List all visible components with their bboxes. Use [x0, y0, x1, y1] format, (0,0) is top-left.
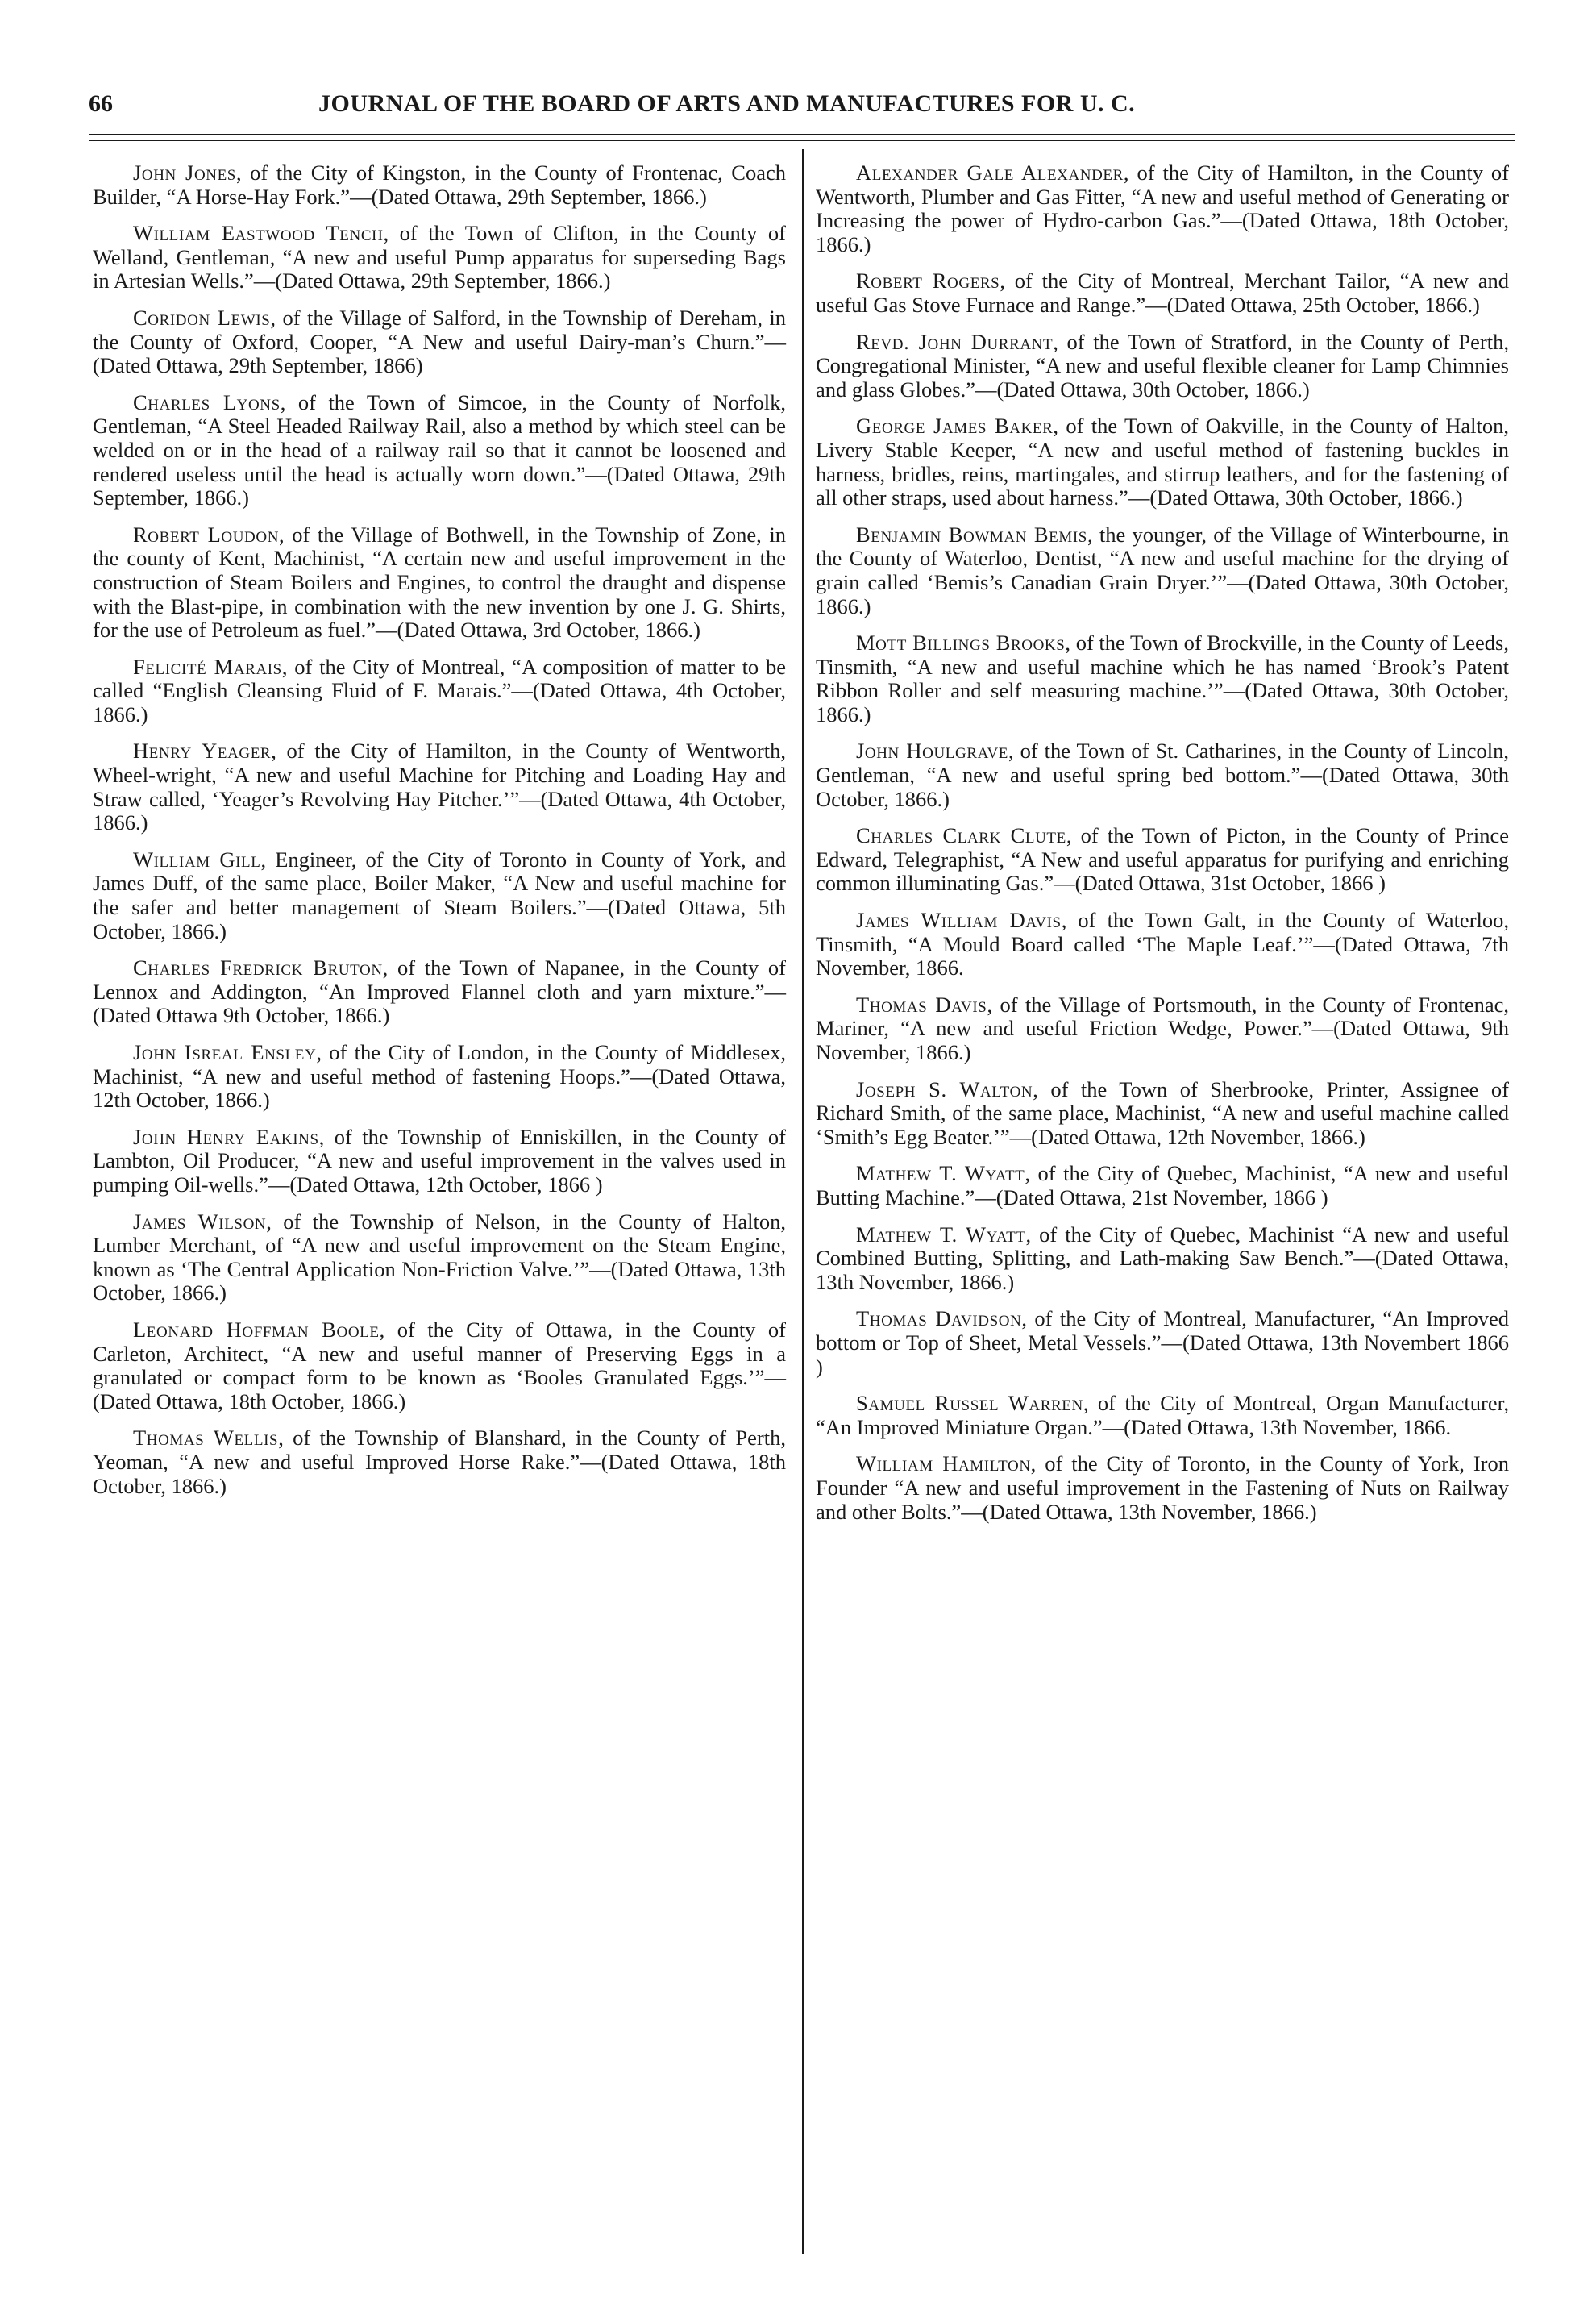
patent-description: , of the City of Montreal, Organ Manufacturer, “An Improved Miniature Organ.”—(Dated Ottawa, 13th November, 1866. [816, 1391, 1509, 1439]
patent-entry [93, 391, 786, 510]
patent-description: , of the Village of Salford, in the Township of Dereham, in the County of Oxford, Cooper, “A New and useful Dairy-man’s Churn.”—(Dated Ottawa, 29th September, 1866) [93, 305, 787, 378]
patentee-name: John Houlgrave [856, 739, 1009, 764]
patent-description: , of the Town of Oakville, in the County of Halton, Livery Stable Keeper, “A new and useful method of fastening buckles in harness, bridles, reins, martingales, and stirrup leathers, and for the fastening of all other straps, used about harness.”—(Dated Ottawa, 30th October, 1866.) [816, 414, 1509, 510]
patent-description: , of the City of Kingston, in the County of Frontenac, Coach Builder, “A Horse-Hay Fork.”—(Dated Ottawa, 29th September, 1866.) [93, 160, 786, 209]
patent-description: , of the City of Toronto, in the County of York, Iron Founder “A new and useful improvement in the Fastening of Nuts on Railway and other Bolts.”—(Dated Ottawa, 13th November, 1866.) [816, 1451, 1509, 1524]
patentee-name: Mathew T. Wyatt [856, 1222, 1026, 1247]
patentee-name: John Henry Eakins [133, 1124, 319, 1149]
patentee-name: William Eastwood Tench [133, 221, 384, 246]
patentee-name: Henry Yeager [133, 739, 272, 764]
patentee-name: Robert Loudon [133, 522, 280, 547]
patent-entry [816, 1223, 1509, 1295]
patent-description: , of the City of Montreal, Merchant Tailor, “A new and useful Gas Stove Furnace and Range.”—(Dated Ottawa, 25th October, 1866.) [816, 268, 1510, 317]
patent-description: , of the City of Hamilton, in the County of Wentworth, Plumber and Gas Fitter, “A new and useful method of Generating or Increasing the power of Hydro-carbon Gas.”—(Dated Ottawa, 18th October, 1866.) [816, 160, 1509, 256]
patentee-name: Charles Lyons [133, 389, 281, 414]
patent-entry [93, 1426, 786, 1498]
patent-description: , of the City of Ottawa, in the County of Carleton, Architect, “A new and useful manner of Preserving Eggs in a granulated or compact form to be known as ‘Booles Granulated Eggs.’”—(Dated Ottawa, 18th October, 1866.) [93, 1317, 786, 1413]
patent-description: , of the City of Quebec, Machinist, “A new and useful Butting Machine.”—(Dated Ottawa, 21st November, 1866 ) [816, 1161, 1510, 1209]
patent-description: , of the City of Quebec, Machinist “A new and useful Combined Butting, Splitting, and Lath-making Saw Bench.”—(Dated Ottawa, 13th November, 1866.) [816, 1222, 1509, 1294]
patentee-name: John Jones [133, 160, 236, 185]
patent-entry [93, 1318, 786, 1413]
patent-entry [816, 631, 1509, 726]
patentee-name: Felicité Marais [133, 654, 282, 679]
patent-entry [93, 1210, 786, 1305]
patentee-name: Charles Clark Clute [856, 823, 1066, 848]
patent-entry [93, 306, 786, 378]
patentee-name: William Gill [133, 847, 261, 872]
patent-entry [816, 161, 1509, 256]
patent-entry [816, 1162, 1509, 1209]
patentee-name: Mathew T. Wyatt [856, 1161, 1025, 1186]
patentee-name: George James Baker [856, 414, 1054, 439]
patentee-name: Alexander Gale Alexander [856, 160, 1124, 185]
patent-description: , of the Town of Napanee, in the County of Lennox and Addington, “An Improved Flannel cloth and yarn mixture.”—(Dated Ottawa 9th October, 1866.) [93, 955, 786, 1028]
patent-entry [816, 523, 1509, 618]
patent-description: , Engineer, of the City of Toronto in County of York, and James Duff, of the same place, Boiler Maker, “A New and useful machine for the safer and better management of Steam Boilers.”—(Dated Ottawa, 5th October, 1866.) [93, 847, 786, 943]
patent-entry [816, 414, 1509, 510]
patent-entry [816, 1078, 1509, 1150]
page-number: 66 [89, 90, 113, 117]
patentee-name: William Hamilton [856, 1451, 1031, 1476]
patentee-name: Charles Fredrick Bruton [133, 955, 383, 980]
patent-entry [93, 523, 786, 643]
patent-entry [816, 1307, 1509, 1379]
patentee-name: Leonard Hoffman Boole [133, 1317, 380, 1342]
right-column [816, 161, 1509, 1537]
patent-description: , of the Town of Simcoe, in the County of Norfolk, Gentleman, “A Steel Headed Railway Rail, also a method by which steel can be welded on or in the head of a railway rail so that it cannot be loosened and rendered useless until the head is actually worn down.”—(Dated Ottawa, 29th September, 1866.) [93, 389, 786, 510]
running-title: JOURNAL OF THE BOARD OF ARTS AND MANUFACTURES FOR U. C. [318, 90, 1136, 117]
left-column [93, 161, 786, 1511]
patentee-name: Revd. John Durrant [856, 329, 1054, 354]
patent-description: , the younger, of the Village of Winterbourne, in the County of Waterloo, Dentist, “A new and useful machine for the drying of grain called ‘Bemis’s Canadian Grain Dryer.’”—(Dated Ottawa, 30th October, 1866.) [816, 522, 1509, 618]
patent-description: , of the City of London, in the County of Middlesex, Machinist, “A new and useful method of fastening Hoops.”—(Dated Ottawa, 12th October, 1866.) [93, 1040, 786, 1113]
patent-description: , of the Town of Brockville, in the County of Leeds, Tinsmith, “A new and useful machine which he has named ‘Brook’s Patent Ribbon Roller and self measuring machine.’”—(Dated Ottawa, 30th October, 1866.) [816, 631, 1509, 726]
patent-description: , of the Town of Stratford, in the County of Perth, Congregational Minister, “A new and useful flexible cleaner for Lamp Chimnies and glass Globes.”—(Dated Ottawa, 30th October, 1866.) [816, 329, 1509, 402]
patent-description: , of the Township of Nelson, in the County of Halton, Lumber Merchant, of “A new and useful improvement on the Steam Engine, known as ‘The Central Application Non-Friction Valve.’”—(Dated Ottawa, 13th October, 1866.) [93, 1209, 786, 1305]
patentee-name: Samuel Russel Warren [856, 1391, 1083, 1416]
patent-entry [93, 656, 786, 727]
patent-entry [816, 331, 1509, 402]
patentee-name: Thomas Davis [856, 992, 987, 1017]
patent-description: , of the Township of Enniskillen, in the County of Lambton, Oil Producer, “A new and useful improvement in the valves used in pumping Oil-wells.”—(Dated Ottawa, 12th October, 1866 ) [93, 1124, 786, 1197]
patent-description: , of the Town of St. Catharines, in the County of Lincoln, Gentleman, “A new and useful spring bed bottom.”—(Dated Ottawa, 30th October, 1866.) [816, 739, 1509, 811]
patent-entry [816, 1452, 1509, 1524]
patent-description: , of the City of Montreal, “A composition of matter to be called “English Cleansing Fluid of F. Marais.”—(Dated Ottawa, 4th October, 1866.) [93, 654, 786, 726]
patent-description: , of the City of Montreal, Manufacturer, “An Improved bottom or Top of Sheet, Metal Vessels.”—(Dated Ottawa, 13th Novembert 1866 ) [816, 1306, 1509, 1379]
patentee-name: Robert Rogers [856, 268, 1000, 293]
patent-entry [93, 161, 786, 209]
patent-description: , of the Village of Portsmouth, in the County of Frontenac, Mariner, “A new and useful Friction Wedge, Power.”—(Dated Ottawa, 9th November, 1866.) [816, 992, 1509, 1064]
patentee-name: Mott Billings Brooks [856, 631, 1066, 656]
patentee-name: Joseph S. Walton [856, 1076, 1033, 1101]
column-divider [802, 149, 804, 2254]
patent-description: , of the Town of Picton, in the County of Prince Edward, Telegraphist, “A New and useful apparatus for purifying and enriching common illuminating Gas.”—(Dated Ottawa, 31st October, 1866 ) [816, 823, 1509, 896]
patent-entry [93, 1126, 786, 1197]
patentee-name: James William Davis [856, 908, 1062, 933]
patentee-name: Thomas Davidson [856, 1306, 1022, 1331]
patent-description: , of the Town of Clifton, in the County of Welland, Gentleman, “A new and useful Pump apparatus for superseding Bags in Artesian Wells.”—(Dated Ottawa, 29th September, 1866.) [93, 221, 786, 293]
patentee-name: Thomas Wellis [133, 1426, 279, 1451]
patent-entry [816, 739, 1509, 811]
patent-entry [93, 739, 786, 835]
patent-entry [816, 824, 1509, 896]
patent-entry [93, 222, 786, 293]
patent-description: , of the Village of Bothwell, in the Township of Zone, in the county of Kent, Machinist, “A certain new and useful improvement in the construction of Steam Boilers and Engines, to control the draught and dispense with the Blast-pipe, in combination with the new invention by one J. G. Shirts, for the use of Petroleum as fuel.”—(Dated Ottawa, 3rd October, 1866.) [93, 522, 786, 643]
patentee-name: Coridon Lewis [133, 305, 271, 330]
patent-description: , of the Township of Blanshard, in the County of Perth, Yeoman, “A new and useful Improved Horse Rake.”—(Dated Ottawa, 18th October, 1866.) [93, 1426, 786, 1498]
patent-entry [816, 993, 1509, 1065]
patent-entry [93, 956, 786, 1028]
patentee-name: Benjamin Bowman Bemis [856, 522, 1087, 547]
patent-description: , of the Town Galt, in the County of Waterloo, Tinsmith, “A Mould Board called ‘The Maple Leaf.’”—(Dated Ottawa, 7th November, 1866. [816, 908, 1510, 980]
patent-entry [816, 1392, 1509, 1439]
patent-entry [816, 909, 1509, 980]
patentee-name: John Isreal Ensley [133, 1040, 317, 1064]
patentee-name: James Wilson [133, 1209, 267, 1234]
patent-description: , of the Town of Sherbrooke, Printer, Assignee of Richard Smith, of the same place, Machinist, “A new and useful machine called ‘Smith’s Egg Beater.’”—(Dated Ottawa, 12th November, 1866.) [816, 1076, 1509, 1149]
patent-entry [816, 269, 1509, 317]
patent-description: , of the City of Hamilton, in the County of Wentworth, Wheel-wright, “A new and useful Machine for Pitching and Loading Hay and Straw called, ‘Yeager’s Revolving Hay Pitcher.’”—(Dated Ottawa, 4th October, 1866.) [93, 739, 786, 835]
patent-entry [93, 1041, 786, 1113]
header-rule [89, 134, 1515, 141]
patent-entry [93, 848, 786, 943]
